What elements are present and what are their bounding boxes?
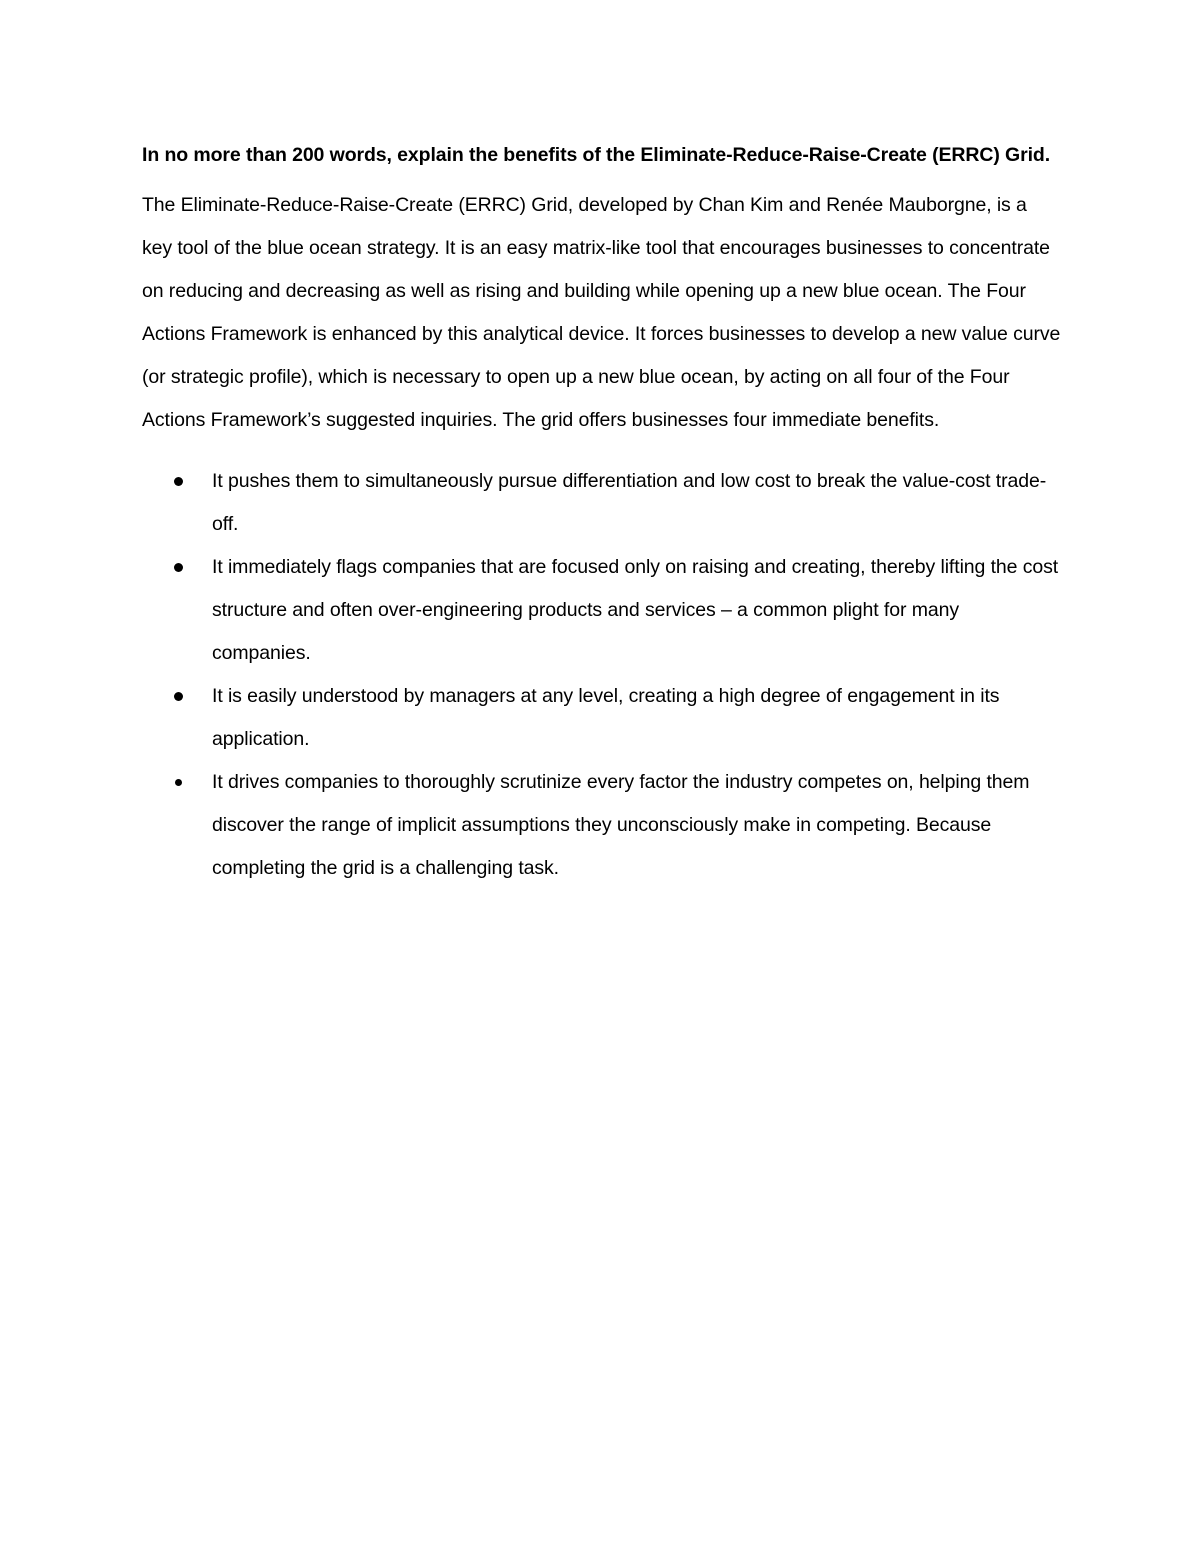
benefits-list	[142, 460, 1062, 890]
bullet-icon	[174, 563, 183, 572]
list-item	[142, 546, 1062, 675]
bullet-icon	[174, 692, 183, 701]
list-item-text: It pushes them to simultaneously pursue differentiation and low cost to break the value-cost trade-off.	[212, 470, 1047, 535]
list-item	[142, 675, 1062, 761]
list-item-text: It drives companies to thoroughly scrutinize every factor the industry competes on, helping them discover the range of implicit assumptions they unconsciously make in competing. Because completing the grid is a challenging task.	[212, 771, 1030, 879]
list-item	[142, 460, 1062, 546]
answer-paragraph: The Eliminate-Reduce-Raise-Create (ERRC) Grid, developed by Chan Kim and Renée Mauborgne, is a key tool of the blue ocean strategy. It is an easy matrix-like tool that encourages businesses to concentrate on reducing and decreasing as well as rising and building while opening up a new blue ocean. The Four Actions Framework is enhanced by this analytical device. It forces businesses to develop a new value curve (or strategic profile), which is necessary to open up a new blue ocean, by acting on all four of the Four Actions Framework’s suggested inquiries. The grid offers businesses four immediate benefits.	[142, 194, 1061, 431]
list-item-text: It is easily understood by managers at any level, creating a high degree of engagement in its application.	[212, 685, 1000, 750]
list-item-text: It immediately flags companies that are focused only on raising and creating, thereby lifting the cost structure and often over-engineering products and services – a common plight for many companies.	[212, 556, 1059, 664]
document-content	[142, 140, 1062, 890]
list-item	[142, 761, 1062, 890]
question-heading: In no more than 200 words, explain the benefits of the Eliminate-Reduce-Raise-Create (ERRC) Grid.	[142, 144, 1051, 166]
bullet-icon	[174, 477, 183, 486]
bullet-icon	[175, 779, 182, 786]
